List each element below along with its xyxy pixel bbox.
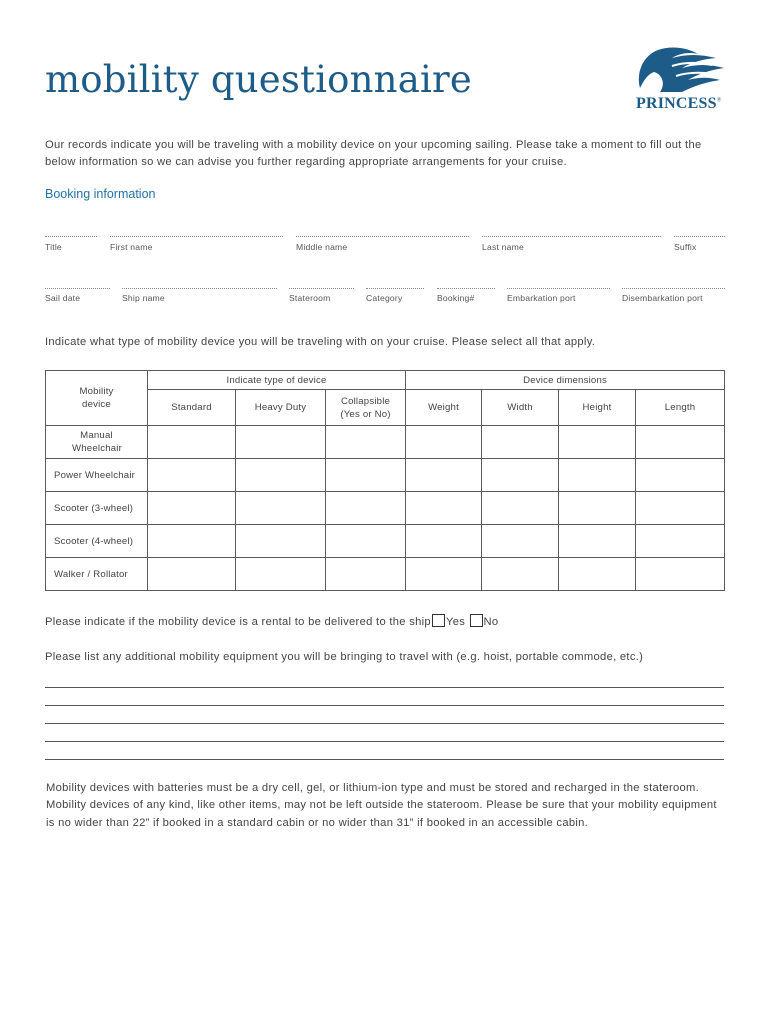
table-cell[interactable]: [326, 426, 406, 459]
column-header: Heavy Duty: [236, 390, 326, 426]
stateroom-field[interactable]: [289, 288, 354, 289]
table-cell[interactable]: [326, 492, 406, 525]
table-cell[interactable]: [148, 525, 236, 558]
table-cell[interactable]: [636, 426, 725, 459]
field-label: Category: [366, 293, 403, 303]
table-cell[interactable]: [482, 459, 559, 492]
table-cell[interactable]: [148, 492, 236, 525]
field-label: Embarkation port: [507, 293, 576, 303]
table-cell[interactable]: [406, 426, 482, 459]
write-in-line[interactable]: [45, 741, 724, 742]
column-header: Length: [636, 390, 725, 426]
suffix-field[interactable]: [674, 236, 725, 237]
disembarkation-port-field[interactable]: [622, 288, 725, 289]
yes-checkbox[interactable]: [432, 614, 445, 627]
yes-label: Yes: [445, 616, 466, 628]
field-label: Last name: [482, 242, 524, 252]
table-cell[interactable]: [236, 492, 326, 525]
table-cell[interactable]: [406, 558, 482, 591]
dimensions-group-header: Device dimensions: [406, 371, 725, 390]
first-name-field[interactable]: [110, 236, 283, 237]
field-label: Suffix: [674, 242, 697, 252]
table-cell[interactable]: [559, 492, 636, 525]
footer-line: Mobility devices with batteries must be a dry cell, gel, or lithium-ion type and must be stored and recharged in the stateroom.: [46, 782, 700, 794]
intro-text: Our records indicate you will be traveling with a mobility device on your upcoming sailing. Please take a moment to fill out the below information so we can advise you further regarding appropriate arrangements for your cruise.: [45, 139, 702, 168]
page-title: mobility questionnaire: [45, 58, 472, 101]
footer-line: Mobility devices of any kind, like other items, may not be left outside the stateroom. Please be sure that your mobility equipment: [46, 799, 717, 812]
table-cell[interactable]: [482, 558, 559, 591]
table-cell[interactable]: [559, 558, 636, 591]
field-label: Booking#: [437, 293, 475, 303]
table-header-row: [46, 371, 725, 390]
title-field[interactable]: [45, 236, 97, 237]
field-label: Ship name: [122, 293, 165, 303]
table-row: [46, 426, 725, 459]
write-in-line[interactable]: [45, 687, 724, 688]
booking-heading: Booking information: [45, 187, 156, 201]
row-label: Manual Wheelchair: [46, 426, 148, 459]
booking-number-field[interactable]: [437, 288, 495, 289]
seawitch-icon: [632, 44, 730, 94]
column-header: Weight: [406, 390, 482, 426]
row-label: Walker / Rollator: [46, 558, 148, 591]
rental-question: [45, 614, 498, 628]
table-cell[interactable]: [236, 459, 326, 492]
sail-date-field[interactable]: [45, 288, 110, 289]
table-row: [46, 558, 725, 591]
device-question: Indicate what type of mobility device you will be traveling with on your cruise. Please select all that apply.: [45, 336, 596, 348]
field-label: Stateroom: [289, 293, 331, 303]
table-cell[interactable]: [559, 459, 636, 492]
table-cell[interactable]: [326, 525, 406, 558]
field-label: First name: [110, 242, 153, 252]
table-cell[interactable]: [636, 492, 725, 525]
table-cell[interactable]: [482, 492, 559, 525]
table-cell[interactable]: [406, 525, 482, 558]
field-label: Sail date: [45, 293, 81, 303]
table-row: [46, 492, 725, 525]
corner-header: Mobility device: [46, 371, 148, 426]
mobility-device-table: [45, 370, 725, 591]
footer-line: is no wider than 22” if booked in a standard cabin or no wider than 31” if booked in an accessible cabin.: [46, 816, 589, 829]
table-cell[interactable]: [326, 459, 406, 492]
table-cell[interactable]: [482, 426, 559, 459]
write-in-line[interactable]: [45, 705, 724, 706]
write-in-line[interactable]: [45, 759, 724, 760]
table-row: [46, 459, 725, 492]
table-cell[interactable]: [148, 459, 236, 492]
table-cell[interactable]: [236, 525, 326, 558]
category-field[interactable]: [366, 288, 424, 289]
column-header: Standard: [148, 390, 236, 426]
row-label: Scooter (4-wheel): [46, 525, 148, 558]
table-cell[interactable]: [406, 492, 482, 525]
table-cell[interactable]: [636, 558, 725, 591]
table-cell[interactable]: [559, 426, 636, 459]
last-name-field[interactable]: [482, 236, 661, 237]
table-cell[interactable]: [326, 558, 406, 591]
table-cell[interactable]: [236, 426, 326, 459]
table-cell[interactable]: [636, 459, 725, 492]
princess-logo: [632, 44, 730, 116]
type-group-header: Indicate type of device: [148, 371, 406, 390]
table-cell[interactable]: [636, 525, 725, 558]
field-label: Disembarkation port: [622, 293, 703, 303]
table-cell[interactable]: [482, 525, 559, 558]
table-cell[interactable]: [148, 426, 236, 459]
table-cell[interactable]: [148, 558, 236, 591]
logo-wordmark: PRINCESS: [636, 95, 717, 112]
ship-name-field[interactable]: [122, 288, 277, 289]
rental-question-text: Please indicate if the mobility device is a rental to be delivered to the ship: [45, 616, 431, 628]
logo-mark: ®: [716, 97, 722, 104]
write-in-line[interactable]: [45, 723, 724, 724]
embarkation-port-field[interactable]: [507, 288, 610, 289]
column-header: Collapsible (Yes or No): [326, 390, 406, 426]
table-cell[interactable]: [236, 558, 326, 591]
field-label: Title: [45, 242, 62, 252]
additional-question: Please list any additional mobility equipment you will be bringing to travel with (e.g. hoist, portable commode, etc.): [45, 651, 644, 663]
middle-name-field[interactable]: [296, 236, 469, 237]
column-header: Height: [559, 390, 636, 426]
table-cell[interactable]: [559, 525, 636, 558]
no-label: No: [483, 616, 499, 628]
row-label: Scooter (3-wheel): [46, 492, 148, 525]
table-cell[interactable]: [406, 459, 482, 492]
no-checkbox[interactable]: [470, 614, 483, 627]
field-label: Middle name: [296, 242, 348, 252]
table-row: [46, 525, 725, 558]
footer-notes: [46, 780, 736, 832]
row-label: Power Wheelchair: [46, 459, 148, 492]
column-header: Width: [482, 390, 559, 426]
table-header-row: [46, 390, 725, 426]
